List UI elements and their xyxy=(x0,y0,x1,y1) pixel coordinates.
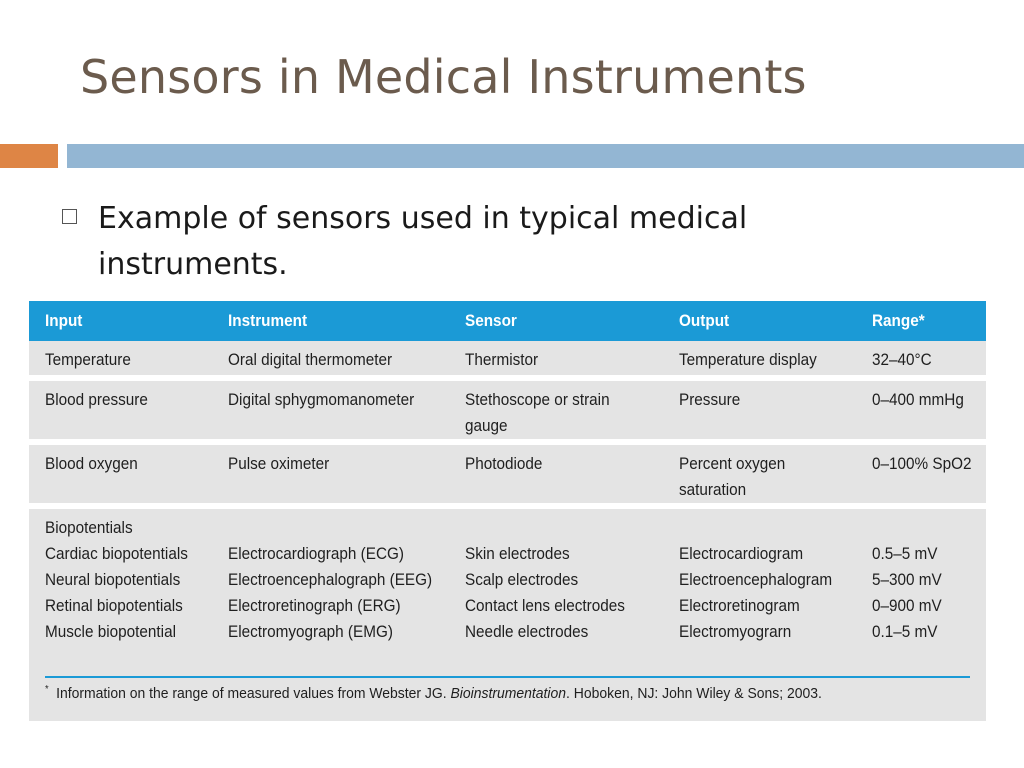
cell-output-line2: saturation xyxy=(679,480,747,499)
cell-output: Electromyograrn xyxy=(679,622,792,641)
table-row-blood-oxygen xyxy=(29,445,986,503)
cell-instrument: Electroencephalograph (EEG) xyxy=(228,570,433,589)
cell-range: 0–100% SpO2 xyxy=(872,454,972,473)
cell-input: Blood oxygen xyxy=(45,454,138,473)
cell-range: 0.1–5 mV xyxy=(872,622,938,641)
cell-instrument: Oral digital thermometer xyxy=(228,350,393,369)
table-footnote xyxy=(45,684,822,702)
cell-output: Electroencephalogram xyxy=(679,570,833,589)
header-sensor: Sensor xyxy=(465,311,517,330)
table-header-row xyxy=(29,301,986,341)
square-bullet-icon xyxy=(62,209,77,224)
cell-output: Electrocardiogram xyxy=(679,544,804,563)
cell-input: Blood pressure xyxy=(45,390,148,409)
bullet-item xyxy=(62,196,1022,288)
header-range: Range* xyxy=(872,311,925,330)
cell-instrument: Digital sphygmomanometer xyxy=(228,390,415,409)
cell-range: 0–900 mV xyxy=(872,596,942,615)
cell-range: 0.5–5 mV xyxy=(872,544,938,563)
cell-sensor-line2: gauge xyxy=(465,416,508,435)
cell-sensor: Scalp electrodes xyxy=(465,570,579,589)
cell-range: 0–400 mmHg xyxy=(872,390,964,409)
cell-sensor: Stethoscope or strain xyxy=(465,390,610,409)
cell-instrument: Electroretinograph (ERG) xyxy=(228,596,401,615)
cell-input: Retinal biopotentials xyxy=(45,596,183,615)
cell-output: Percent oxygen xyxy=(679,454,786,473)
cell-sensor: Contact lens electrodes xyxy=(465,596,625,615)
footnote-divider xyxy=(45,676,970,678)
cell-instrument: Pulse oximeter xyxy=(228,454,330,473)
table-row-temperature xyxy=(29,341,986,375)
accent-bar-orange xyxy=(0,144,58,168)
cell-input: Cardiac biopotentials xyxy=(45,544,188,563)
cell-input: Biopotentials xyxy=(45,518,133,537)
header-instrument: Instrument xyxy=(228,311,308,330)
sensor-table xyxy=(29,301,986,721)
cell-sensor: Thermistor xyxy=(465,350,539,369)
slide-title: Sensors in Medical Instruments xyxy=(80,50,807,104)
table-row-blood-pressure xyxy=(29,381,986,439)
cell-output: Temperature display xyxy=(679,350,817,369)
header-output: Output xyxy=(679,311,730,330)
cell-range: 5–300 mV xyxy=(872,570,942,589)
cell-output: Pressure xyxy=(679,390,741,409)
footnote-publisher: . Hoboken, NJ: John Wiley & Sons; 2003. xyxy=(566,685,822,702)
cell-output: Electroretinogram xyxy=(679,596,800,615)
header-input: Input xyxy=(45,311,83,330)
cell-input: Muscle biopotential xyxy=(45,622,176,641)
cell-input: Neural biopotentials xyxy=(45,570,181,589)
cell-input: Temperature xyxy=(45,350,131,369)
cell-range: 32–40°C xyxy=(872,350,932,369)
cell-instrument: Electrocardiograph (ECG) xyxy=(228,544,405,563)
cell-instrument: Electromyograph (EMG) xyxy=(228,622,393,641)
footnote-text: Information on the range of measured values from Webster JG. xyxy=(56,685,451,702)
footnote-book-title: Bioinstrumentation xyxy=(450,685,567,702)
bullet-text: Example of sensors used in typical medical instruments. xyxy=(98,201,748,282)
cell-sensor: Photodiode xyxy=(465,454,543,473)
cell-sensor: Needle electrodes xyxy=(465,622,589,641)
cell-sensor: Skin electrodes xyxy=(465,544,570,563)
accent-bar-blue xyxy=(67,144,1024,168)
footnote-marker: * xyxy=(45,684,49,695)
